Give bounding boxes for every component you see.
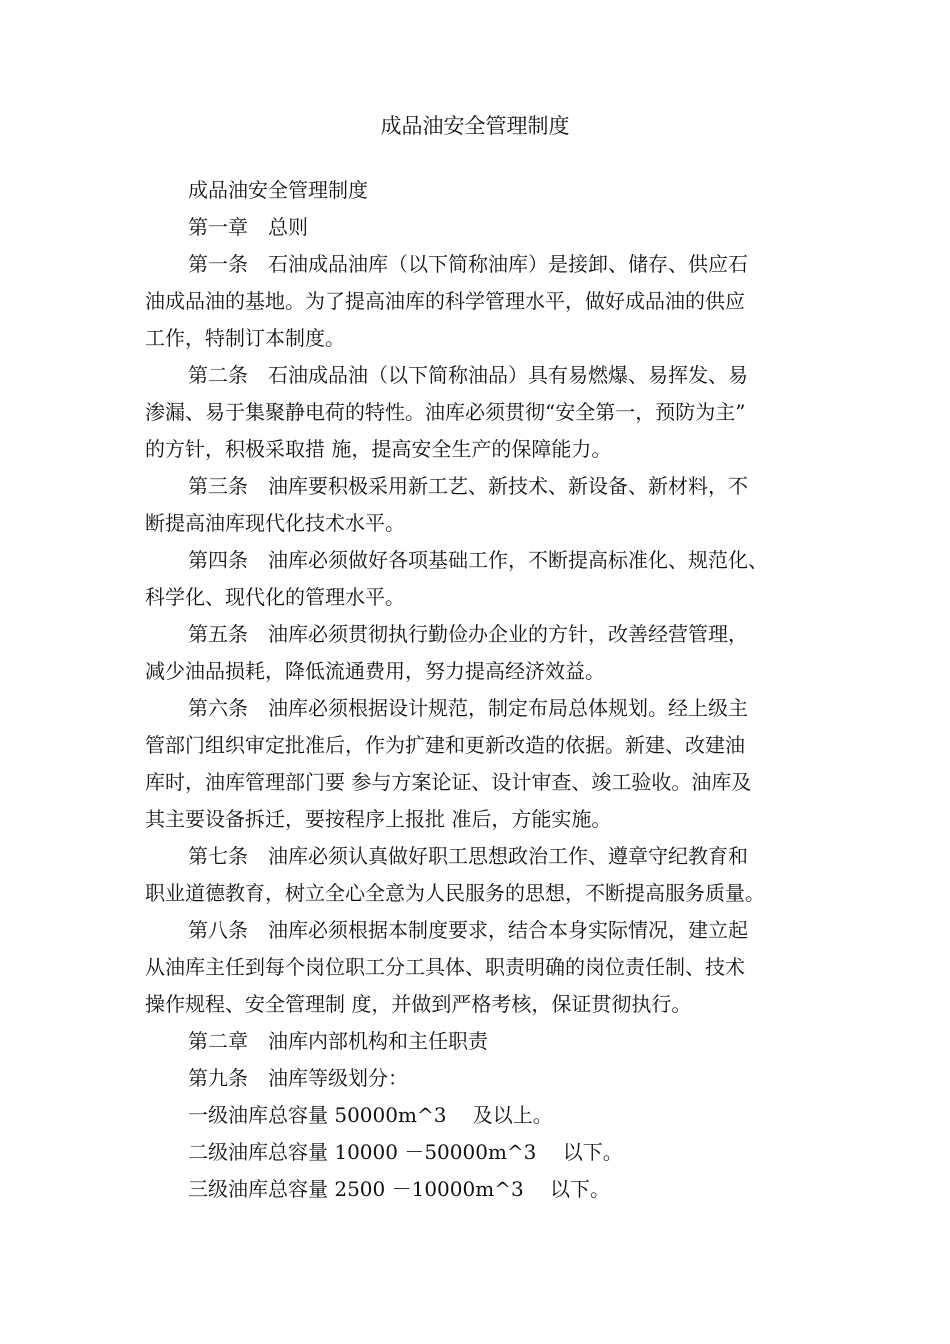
text-line: 油成品油的基地。为了提高油库的科学管理水平，做好成品油的供应 bbox=[145, 289, 745, 313]
text-line: 第三条 油库要积极采用新工艺、新技术、新设备、新材料，不 bbox=[188, 474, 748, 498]
text-line: 第七条 油库必须认真做好职工思想政治工作、遵章守纪教育和 bbox=[188, 844, 748, 868]
text-line: 第八条 油库必须根据本制度要求，结合本身实际情况，建立起 bbox=[188, 918, 748, 942]
text-line: 一级油库总容量 50000m^3 及以上。 bbox=[188, 1103, 553, 1127]
text-line: 渗漏、易于集聚静电荷的特性。油库必须贯彻“安全第一，预防为主” bbox=[145, 400, 746, 424]
text-line: 库时，油库管理部门要 参与方案论证、设计审查、竣工验收。油库及 bbox=[145, 770, 752, 794]
text-line: 科学化、现代化的管理水平。 bbox=[145, 585, 405, 609]
text-line: 第二条 石油成品油（以下简称油品）具有易燃爆、易挥发、易 bbox=[188, 363, 748, 387]
document-title: 成品油安全管理制度 bbox=[380, 114, 570, 138]
chapter-heading: 第一章 总则 bbox=[188, 215, 308, 239]
text-line: 第九条 油库等级划分： bbox=[188, 1066, 408, 1090]
text-line: 操作规程、安全管理制 度，并做到严格考核，保证贯彻执行。 bbox=[145, 992, 692, 1016]
text-line: 第五条 油库必须贯彻执行勤俭办企业的方针，改善经营管理， bbox=[188, 622, 748, 646]
text-line: 断提高油库现代化技术水平。 bbox=[145, 511, 405, 535]
text-line: 三级油库总容量 2500 －10000m^3 以下。 bbox=[188, 1177, 611, 1201]
text-line: 其主要设备拆迁，要按程序上报批 准后，方能实施。 bbox=[145, 807, 612, 831]
text-line: 职业道德教育，树立全心全意为人民服务的思想，不断提高服务质量。 bbox=[145, 881, 765, 905]
chapter-heading: 第二章 油库内部机构和主任职责 bbox=[188, 1029, 488, 1053]
text-line: 第四条 油库必须做好各项基础工作，不断提高标准化、规范化、 bbox=[188, 548, 768, 572]
text-line: 从油库主任到每个岗位职工分工具体、职责明确的岗位责任制、技术 bbox=[145, 955, 745, 979]
text-line: 第六条 油库必须根据设计规范，制定布局总体规划。经上级主 bbox=[188, 696, 748, 720]
text-line: 二级油库总容量 10000 －50000m^3 以下。 bbox=[188, 1140, 623, 1164]
text-line: 减少油品损耗，降低流通费用，努力提高经济效益。 bbox=[145, 659, 605, 683]
text-line: 第一条 石油成品油库（以下简称油库）是接卸、储存、供应石 bbox=[188, 252, 748, 276]
text-line: 管部门组织审定批准后，作为扩建和更新改造的依据。新建、改建油 bbox=[145, 733, 745, 757]
text-line: 工作，特制订本制度。 bbox=[145, 326, 345, 350]
text-line: 的方针，积极采取措 施，提高安全生产的保障能力。 bbox=[145, 437, 612, 461]
text-line: 成品油安全管理制度 bbox=[188, 178, 368, 202]
